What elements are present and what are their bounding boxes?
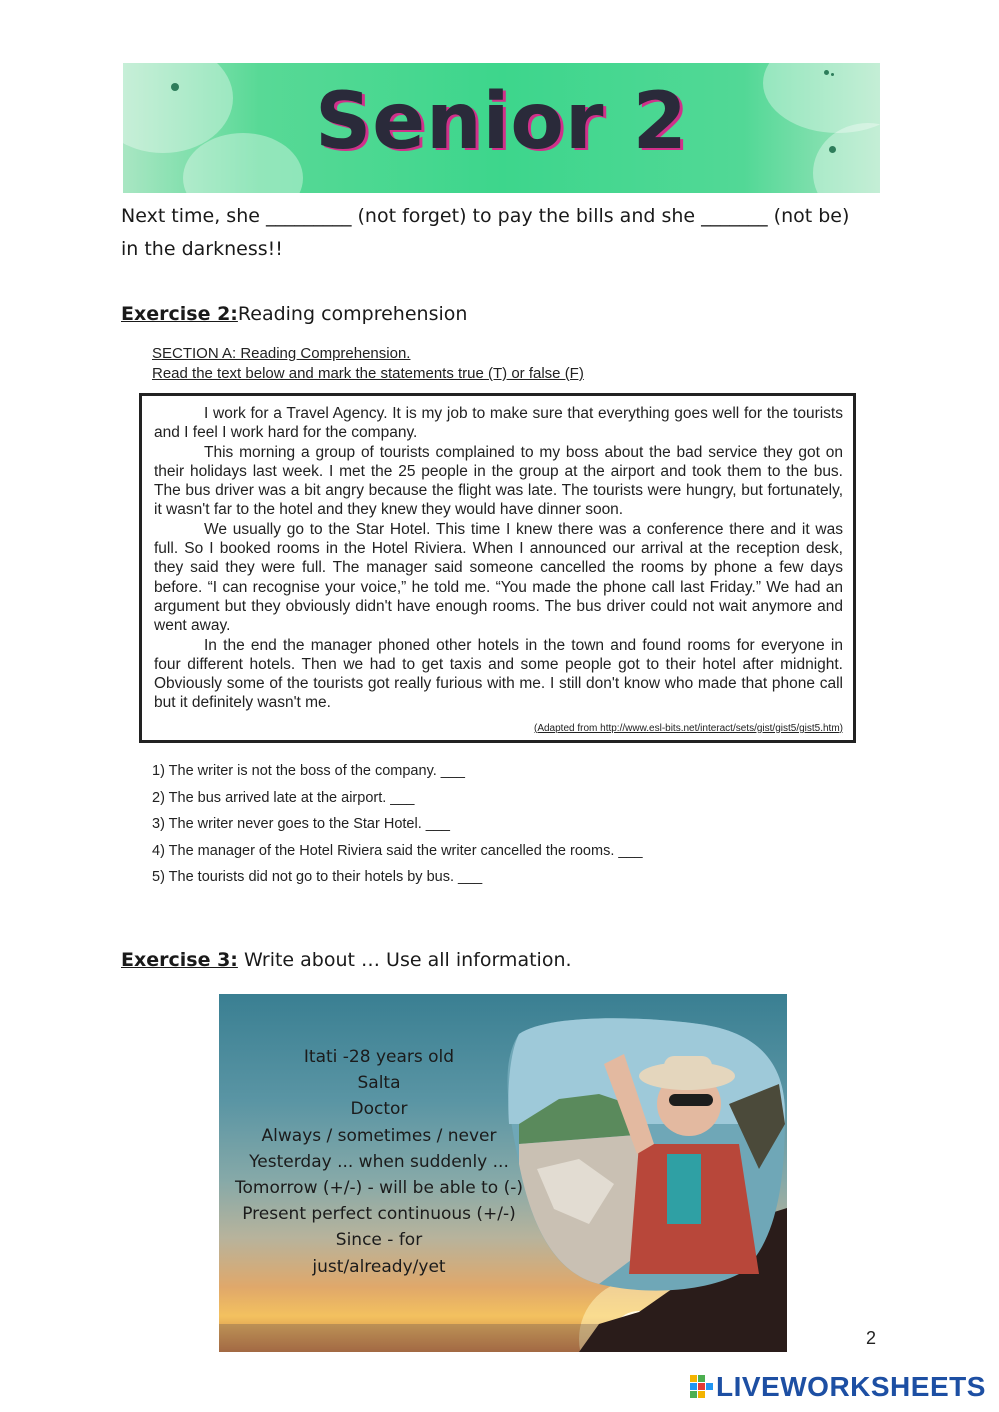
- statement-item[interactable]: 1) The writer is not the boss of the company. ___: [152, 763, 465, 779]
- prompt-line: Always / sometimes / never: [261, 1125, 497, 1146]
- exercise1-text: [121, 200, 849, 266]
- page-title: Senior 2: [315, 77, 688, 167]
- reading-passage: [139, 393, 856, 743]
- statement-list: [152, 763, 643, 896]
- exercise2-heading: [121, 298, 467, 331]
- prompt-line: Itati -28 years old: [303, 1047, 455, 1067]
- prompt-line: Doctor: [350, 1099, 408, 1120]
- statement-item[interactable]: 5) The tourists did not go to their hotels by bus. ___: [152, 869, 483, 886]
- passage-paragraph: I work for a Travel Agency. It is my job to make sure that everything goes well for the tourists and I feel I work hard for the company.: [154, 405, 843, 442]
- prompt-line: Since - for: [335, 1230, 423, 1251]
- exercise1-line: in the darkness!!: [121, 238, 283, 260]
- prompt-lines: [219, 1044, 539, 1280]
- statement-item[interactable]: 2) The bus arrived late at the airport. ___: [152, 789, 415, 806]
- page-number: 2: [866, 1328, 877, 1348]
- passage-source: (Adapted from http://www.esl-bits.net/interact/sets/gist/gist5/gist5.htm): [533, 722, 843, 734]
- brand-name: LIVEWORKSHEETS: [716, 1371, 986, 1402]
- liveworksheets-logo[interactable]: [690, 1370, 986, 1404]
- header-banner: [123, 63, 880, 193]
- section-header: [152, 344, 584, 384]
- writing-prompt-card: [219, 994, 787, 1352]
- section-instruction: Read the text below and mark the statements true (T) or false (F): [152, 365, 584, 382]
- prompt-line: Tomorrow (+/-) - will be able to (-): [235, 1178, 523, 1199]
- exercise2-title: Reading comprehension: [237, 303, 468, 325]
- prompt-line: just/already/yet: [312, 1256, 446, 1277]
- exercise2-label: Exercise 2:: [121, 303, 238, 325]
- passage-paragraph: In the end the manager phoned other hotels in the town and found rooms for everyone in four different hotels. Then we had to get taxis and some people got to their hotel after midnight. Obviously some of the tourists got really furious with me. I still don't know who made that phone call but it definitely wasn't me.: [154, 636, 843, 712]
- passage-paragraph: This morning a group of tourists complained to my boss about the bad service they got on their holidays last week. I met the 25 people in the group at the airport and took them to the bus. The bus driver was a bit angry because the flight was late. The tourists were hungry, but fortunately, it wasn't far to the hotel and they knew they would have dinner soon.: [154, 443, 843, 519]
- prompt-line: Present perfect continuous (+/-): [242, 1204, 516, 1225]
- exercise1-line: Next time, she _________ (not forget) to pay the bills and she _______ (not be): [121, 205, 850, 227]
- exercise3-label: Exercise 3:: [121, 949, 238, 971]
- prompt-line: Yesterday ... when suddenly ...: [249, 1151, 509, 1172]
- section-title: SECTION A: Reading Comprehension.: [152, 345, 411, 362]
- prompt-line: Salta: [357, 1073, 401, 1094]
- statement-item[interactable]: 4) The manager of the Hotel Riviera said the writer cancelled the rooms. ___: [152, 842, 643, 859]
- statement-item[interactable]: 3) The writer never goes to the Star Hotel. ___: [152, 816, 450, 833]
- exercise3-heading: [121, 944, 572, 977]
- exercise3-title: Write about … Use all information.: [237, 949, 572, 971]
- passage-paragraph: We usually go to the Star Hotel. This time I knew there was a conference there and it was full. So I booked rooms in the Hotel Riviera. When I announced our arrival at the reception desk, they said they were full. The manager said someone cancelled the rooms by phone a few days before. “I can recognise your voice,” he told me. “You made the phone call last Friday.” We had an argument but they obviously didn't have enough rooms. The bus driver could not wait anymore and went away.: [154, 520, 843, 635]
- liveworksheets-icon: [690, 1373, 714, 1401]
